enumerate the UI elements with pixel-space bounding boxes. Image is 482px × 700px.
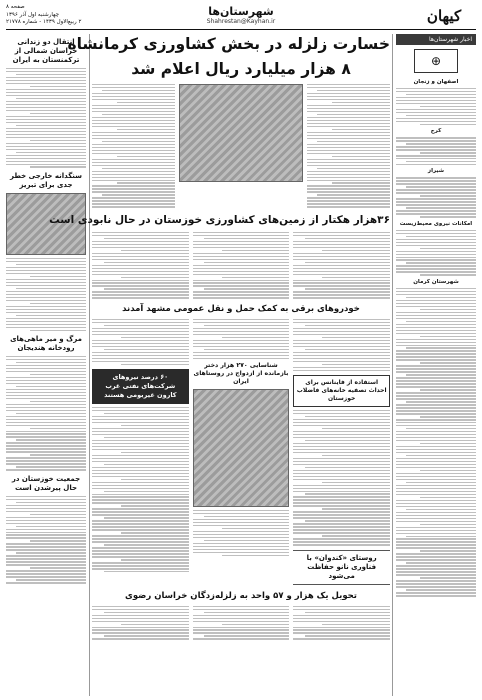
story-headline: انتقال دو زندانی خراسان شمالی از ترکمنستان به ایران [12,38,80,64]
column-divider [89,34,90,696]
news-item-head: امکانات نیروی محیط‌زیست [399,220,473,227]
news-item-head: اصفهان و زنجان [413,79,459,85]
khuzestan-headline: ۳۶هزار هکتار از زمین‌های کشاورزی خوزستان در حال نابودی است [49,213,390,226]
news-item-head: شیراز [427,168,445,175]
lower-block [92,319,390,585]
marriage-headline-text: شناسایی ۲۷۰ هزار دختر بازمانده از ازدواج در روستاهای ایران [193,361,289,385]
story-body [193,606,290,640]
earthquake-photo [179,84,303,182]
story-body [92,606,189,640]
lead-story-body [307,84,390,208]
newspaper-logo: کیهان [426,7,462,25]
village-box: روستای «کندوان» با فناوری نانو حفاظت می‌شود [293,550,390,585]
wastewater-box: استفاده از فاینانس برای احداث تصفیه خانه‌های فاضلاب خوزستان [293,375,390,407]
story-body [293,606,390,640]
section-email: Shahrestan@Kayhan.ir [206,18,276,25]
globe-icon: ⊕ [414,49,458,73]
story-body [193,232,290,299]
village-women-photo [193,389,290,507]
section-title: شهرستان‌ها [208,5,274,18]
story-body [293,232,390,299]
story-body [6,356,86,471]
khorasan-block [92,606,390,640]
masthead [6,4,476,30]
column-divider [392,34,393,696]
issue-info [6,4,106,27]
news-item-head: شهرستان کرمان [413,278,459,285]
story-body [193,510,290,556]
lead-story-block [92,84,390,208]
story-body [92,407,189,573]
main-headline: خسارت زلزله در بخش کشاورزی کرمانشاه [67,35,390,53]
center-column [49,34,390,696]
story-headline: مرگ و میر ماهی‌های رودخانه هندیجان [10,334,82,352]
story-body [193,319,290,359]
story-headline: جمعیت خوزستان در حال پیرشدن است [11,474,81,492]
story-body [92,319,189,365]
story-headline: سنگدانه خارجی خطر جدی برای تبریز [9,171,83,189]
news-item-body [396,177,476,217]
news-item-body [396,230,476,276]
story-body [6,68,86,168]
news-item-body [396,288,476,597]
issue-page: صفحه ۸ [6,4,25,10]
category-header: اخبار شهرستان‌ها [396,34,476,45]
left-column [6,34,86,696]
news-item-body [396,137,476,165]
story-body [6,258,86,331]
khorasan-headline: تحویل یک هزار و ۵۷ واحد به زلزله‌زدگان خراسان رضوی [125,590,357,601]
lead-story-body [92,84,175,208]
cars-headline: خودروهای برقی به کمک حمل و نقل عمومی مشهد آمدند [122,303,360,314]
news-item-body [396,88,476,125]
issue-number: ۲ ربیع‌الاول ۱۴۳۹ - شماره ۲۱۷۷۸ [6,19,82,25]
marriage-headline [193,362,290,386]
issue-date: چهارشنبه اول آذر ۱۳۹۶ [6,11,60,18]
story-body [293,319,390,371]
story-body [92,232,189,299]
main-headline-2: ۸ هزار میلیارد ریال اعلام شد [131,60,351,78]
story-body [6,496,86,584]
khuzestan-block [92,232,390,299]
oil-workers-box: ۶۰ درصد نیروهای شرکت‌های نفتی غرب کارون غیربومی هستند [92,369,189,404]
story-body [293,410,390,546]
news-item-head: کرج [430,128,442,135]
right-column [396,34,476,696]
